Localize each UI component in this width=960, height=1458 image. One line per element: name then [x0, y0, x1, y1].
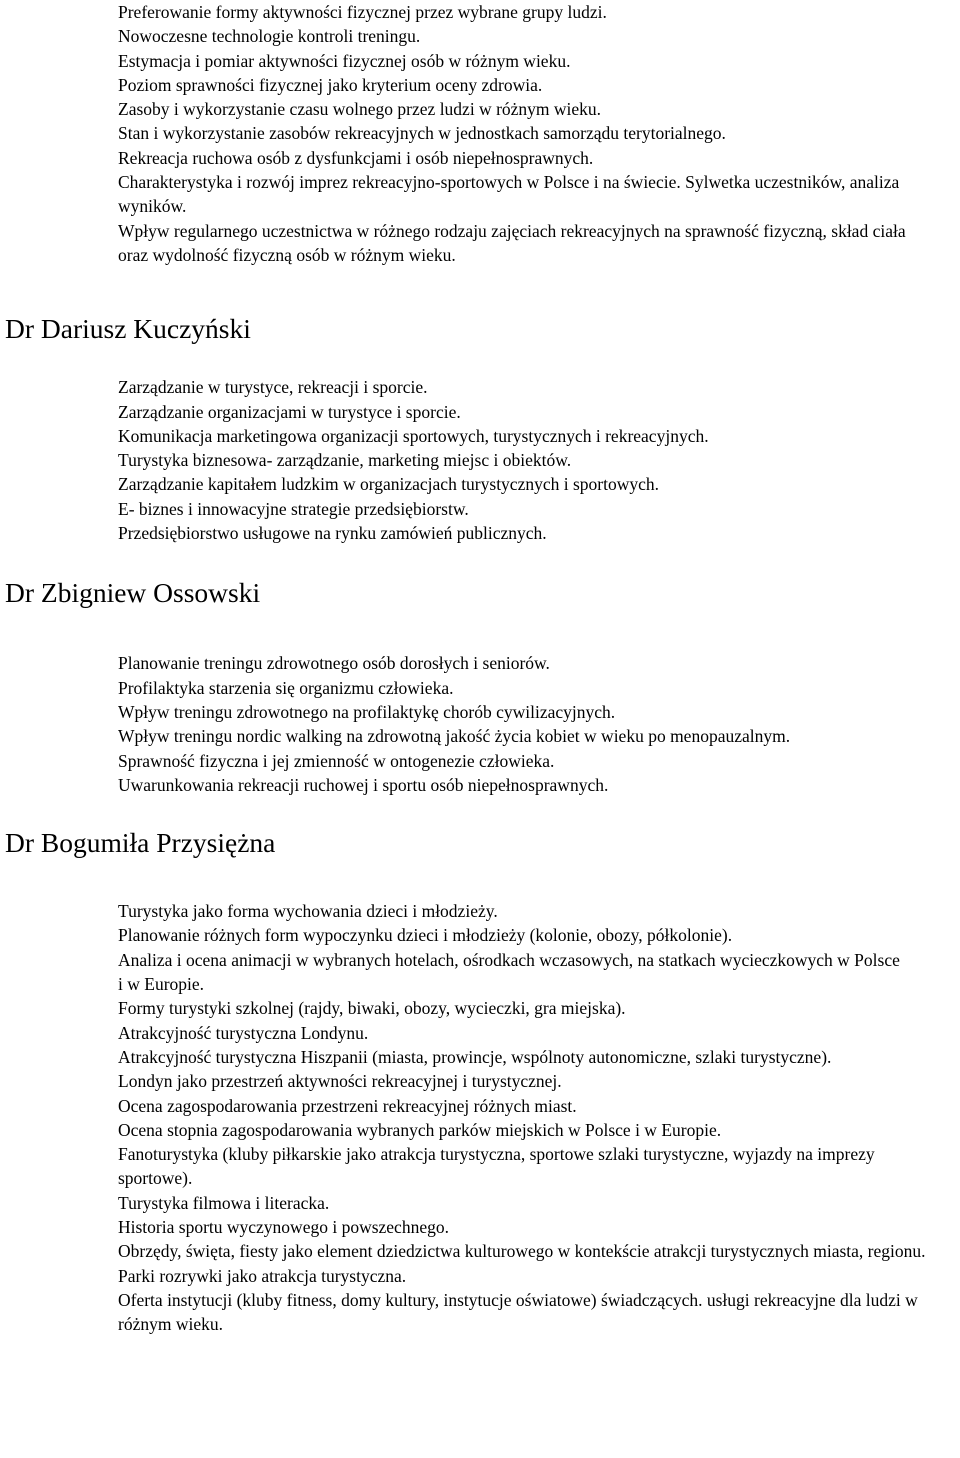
topic-item: Oferta instytucji (kluby fitness, domy kultury, instytucje oświatowe) świadczących. usługi rekreacyjne dla ludzi w różnym wieku.	[118, 1289, 918, 1335]
topic-item: Atrakcyjność turystyczna Londynu.	[118, 1022, 369, 1043]
supervisor-heading: Dr Dariusz Kuczyński	[5, 313, 251, 345]
topic-item: E- biznes i innowacyjne strategie przedsiębiorstw.	[118, 498, 469, 519]
topic-item: Historia sportu wyczynowego i powszechnego.	[118, 1216, 449, 1237]
intro-topic-list	[0, 0, 960, 267]
topic-item: Turystyka biznesowa- zarządzanie, marketing miejsc i obiektów.	[118, 450, 572, 471]
supervisor-heading: Dr Zbigniew Ossowski	[5, 577, 261, 609]
topic-item: Rekreacja ruchowa osób z dysfunkcjami i osób niepełnosprawnych.	[118, 147, 594, 168]
topic-item: Zarządzanie w turystyce, rekreacji i sporcie.	[118, 377, 428, 398]
topic-item: Formy turystyki szkolnej (rajdy, biwaki, obozy, wycieczki, gra miejska).	[118, 998, 626, 1019]
topic-item: Sprawność fizyczna i jej zmienność w ontogenezie człowieka.	[118, 750, 555, 771]
supervisor-heading: Dr Bogumiła Przysiężna	[5, 827, 276, 859]
topic-item: Zarządzanie kapitałem ludzkim w organizacjach turystycznych i sportowych.	[118, 474, 659, 495]
topic-item: Komunikacja marketingowa organizacji sportowych, turystycznych i rekreacyjnych.	[118, 425, 709, 446]
topic-item: Planowanie różnych form wypoczynku dzieci i młodzieży (kolonie, obozy, półkolonie).	[118, 925, 733, 946]
topic-item: Poziom sprawności fizycznej jako kryterium oceny zdrowia.	[118, 74, 543, 95]
topic-item: Przedsiębiorstwo usługowe na rynku zamówień publicznych.	[118, 523, 547, 544]
topic-item: i w Europie.	[118, 974, 205, 995]
topic-item: Profilaktyka starzenia się organizmu człowieka.	[118, 677, 454, 698]
supervisor-topic-list	[0, 375, 960, 545]
topic-item: Atrakcyjność turystyczna Hiszpanii (miasta, prowincje, wspólnoty autonomiczne, szlaki turystyczne).	[118, 1046, 832, 1067]
topic-item: Uwarunkowania rekreacji ruchowej i sportu osób niepełnosprawnych.	[118, 774, 609, 795]
topic-item: Londyn jako przestrzeń aktywności rekreacyjnej i turystycznej.	[118, 1071, 562, 1092]
topic-item: Analiza i ocena animacji w wybranych hotelach, ośrodkach wczasowych, na statkach wycieczkowych w Polsce	[118, 949, 900, 970]
supervisor-topic-list	[0, 899, 960, 1336]
topic-item: Parki rozrywki jako atrakcja turystyczna.	[118, 1265, 407, 1286]
topic-item: Charakterystyka i rozwój imprez rekreacyjno-sportowych w Polsce i na świecie. Sylwetka uczestników, analiza wyników.	[118, 172, 900, 217]
topic-item: Stan i wykorzystanie zasobów rekreacyjnych w jednostkach samorządu terytorialnego.	[118, 123, 726, 144]
topic-item: Wpływ treningu zdrowotnego na profilaktykę chorób cywilizacyjnych.	[118, 701, 616, 722]
topic-item: Preferowanie formy aktywności fizycznej przez wybrane grupy ludzi.	[118, 2, 607, 22]
topic-item: Ocena zagospodarowania przestrzeni rekreacyjnej różnych miast.	[118, 1095, 577, 1116]
topic-item: Fanoturystyka (kluby piłkarskie jako atrakcja turystyczna, sportowe szlaki turystyczne, wyjazdy na imprezy sportowe).	[118, 1144, 875, 1189]
supervisor-topic-list	[0, 651, 960, 797]
topic-item: Turystyka filmowa i literacka.	[118, 1192, 330, 1213]
topic-item: Zarządzanie organizacjami w turystyce i sporcie.	[118, 401, 461, 422]
topic-item: Ocena stopnia zagospodarowania wybranych parków miejskich w Polsce i w Europie.	[118, 1119, 722, 1140]
topic-item: Nowoczesne technologie kontroli treningu.	[118, 26, 421, 47]
topic-item: Wpływ regularnego uczestnictwa w różnego rodzaju zajęciach rekreacyjnych na sprawność fizyczną, skład ciała oraz wydolność fizyczną osób w różnym wieku.	[118, 220, 906, 265]
topic-item: Planowanie treningu zdrowotnego osób dorosłych i seniorów.	[118, 653, 550, 674]
topic-item: Wpływ treningu nordic walking na zdrowotną jakość życia kobiet w wieku po menopauzalnym.	[118, 726, 791, 747]
topic-item: Zasoby i wykorzystanie czasu wolnego przez ludzi w różnym wieku.	[118, 99, 602, 120]
topic-item: Turystyka jako forma wychowania dzieci i młodzieży.	[118, 901, 498, 922]
topic-item: Obrzędy, święta, fiesty jako element dziedzictwa kulturowego w kontekście atrakcji turystycznych miasta, regionu.	[118, 1241, 926, 1262]
topic-item: Estymacja i pomiar aktywności fizycznej osób w różnym wieku.	[118, 50, 571, 71]
